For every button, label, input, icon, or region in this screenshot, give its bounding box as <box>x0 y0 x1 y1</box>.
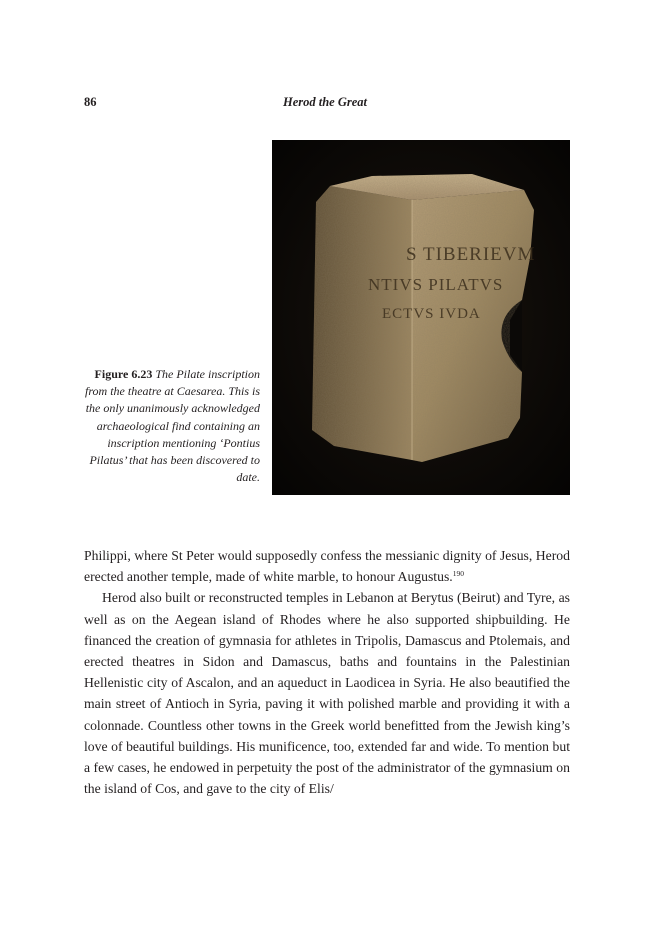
footnote-ref: 190 <box>452 569 464 579</box>
running-head-title: Herod the Great <box>282 95 368 109</box>
figure-caption <box>84 366 260 486</box>
inscription-line-2: NTIVS PILATVS <box>368 275 504 294</box>
body-text <box>84 545 570 799</box>
inscription-line-1: S TIBERIEVM <box>406 244 536 265</box>
caption-text: The Pilate inscription from the theatre at Caesarea. This is the only unanimously acknowledged archaeological find containing an inscription mentioning ‘Pontius Pilatus’ that has been discovered to date. <box>85 367 260 485</box>
paragraph <box>84 545 570 587</box>
pilate-stone-image <box>272 140 570 495</box>
figure-photo <box>272 140 570 495</box>
running-head <box>0 95 650 110</box>
inscription-line-3: ECTVS IVDA <box>382 306 481 322</box>
page-number: 86 <box>84 95 97 109</box>
paragraph-1-text: Philippi, where St Peter would supposedly confess the messianic dignity of Jesus, Herod erected another temple, made of white marble, to honour Augustus. <box>84 548 570 585</box>
paragraph: Herod also built or reconstructed temples in Lebanon at Berytus (Beirut) and Tyre, as well as on the Aegean island of Rhodes where he also supported shipbuilding. He financed the creation of gymnasia for athletes in Tripolis, Damascus and Ptolemais, and erected theatres in Sidon and Damascus, baths and fountains in the Palestinian Hellenistic city of Ascalon, and an aqueduct in Laodicea in Syria. He also beautified the main street of Antioch in Syria, paving it with polished marble and providing it with a colonnade. Countless other towns in the Greek world benefitted from the Jewish king’s love of beautiful buildings. His munificence, too, extended far and wide. To mention but a few cases, he endowed in perpetuity the post of the administrator of the gymnasium on the island of Cos, and gave to the city of Elis/ <box>84 590 570 797</box>
caption-label: Figure 6.23 <box>94 367 153 381</box>
